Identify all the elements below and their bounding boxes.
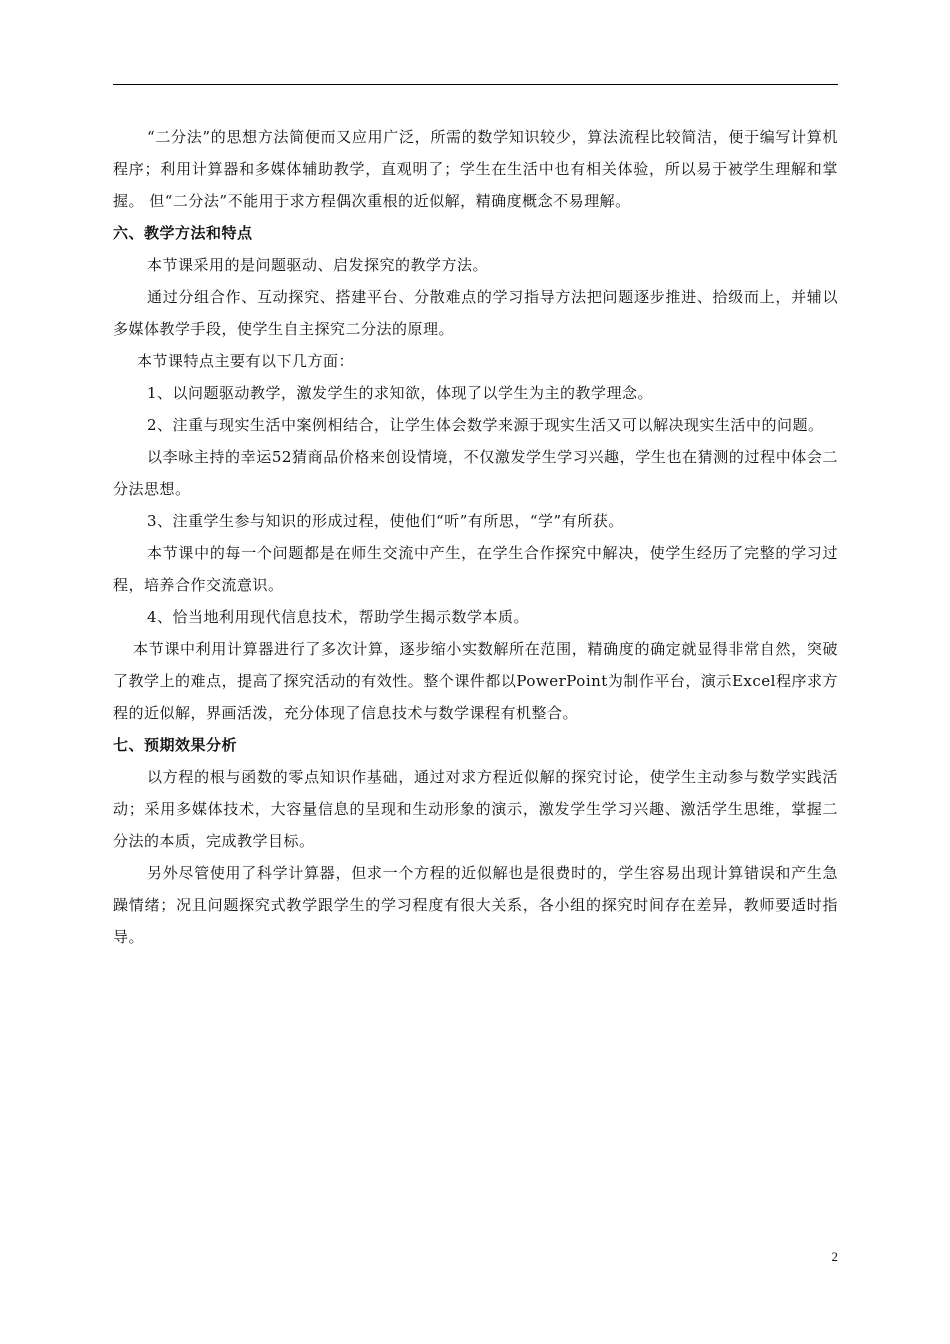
feature-item-2: 2、注重与现实生活中案例相结合，让学生体会数学来源于现实生活又可以解决现实生活中的问题。 [147,416,824,434]
section-heading-methods: 六、教学方法和特点 [113,224,253,242]
paragraph-teaching-method: 本节课采用的是问题驱动、启发探究的教学方法。 [147,256,489,274]
paragraph-caveats: 另外尽管使用了科学计算器，但求一个方程的近似解也是很费时的，学生容易出现计算错误和产生急躁情绪；况且问题探究式教学跟学生的学习程度有很大关系，各小组的探究时间存在差异，教师要适时指导。 [113,864,838,946]
page-number: 2 [831,1249,838,1264]
paragraph-guidance-method: 通过分组合作、互动探究、搭建平台、分散难点的学习指导方法把问题逐步推进、拾级而上，并辅以多媒体教学手段，使学生自主探究二分法的原理。 [113,288,838,338]
header-rule [113,84,838,85]
section-heading-expected-effect: 七、预期效果分析 [113,736,238,754]
paragraph-dichotomy-features: “二分法”的思想方法简便而又应用广泛，所需的数学知识较少，算法流程比较简洁，便于编写计算机程序；利用计算器和多媒体辅助教学，直观明了；学生在生活中也有相关体验，所以易于被学生理解和掌握。 但“二分法”不能用于求方程偶次重根的近似解，精确度概念不易理解。 [113,128,838,210]
paragraph-expected-effect: 以方程的根与函数的零点知识作基础，通过对求方程近似解的探究讨论，使学生主动参与数学实践活动；采用多媒体技术，大容量信息的呈现和生动形象的演示，激发学生学习兴趣、激活学生思维，掌握二分法的本质，完成教学目标。 [113,768,838,850]
document-body [113,121,838,953]
paragraph-student-participation: 本节课中的每一个问题都是在师生交流中产生，在学生合作探究中解决，使学生经历了完整的学习过程，培养合作交流意识。 [113,544,838,594]
paragraph-features-intro: 本节课特点主要有以下几方面： [137,352,355,370]
paragraph-technology-use: 本节课中利用计算器进行了多次计算，逐步缩小实数解所在范围，精确度的确定就显得非常自然，突破了教学上的难点，提高了探究活动的有效性。整个课件都以PowerPoint为制作平台，演示Excel程序求方程的近似解，界画活泼，充分体现了信息技术与数学课程有机整合。 [113,640,838,722]
feature-item-1: 1、以问题驱动教学，激发学生的求知欲，体现了以学生为主的教学理念。 [147,384,654,402]
feature-item-4: 4、恰当地利用现代信息技术，帮助学生揭示数学本质。 [147,608,530,626]
paragraph-lucky52-example: 以李咏主持的幸运52猜商品价格来创设情境，不仅激发学生学习兴趣，学生也在猜测的过程中体会二分法思想。 [113,448,838,498]
feature-item-3: 3、注重学生参与知识的形成过程，使他们“听”有所思，“学”有所获。 [147,512,624,530]
